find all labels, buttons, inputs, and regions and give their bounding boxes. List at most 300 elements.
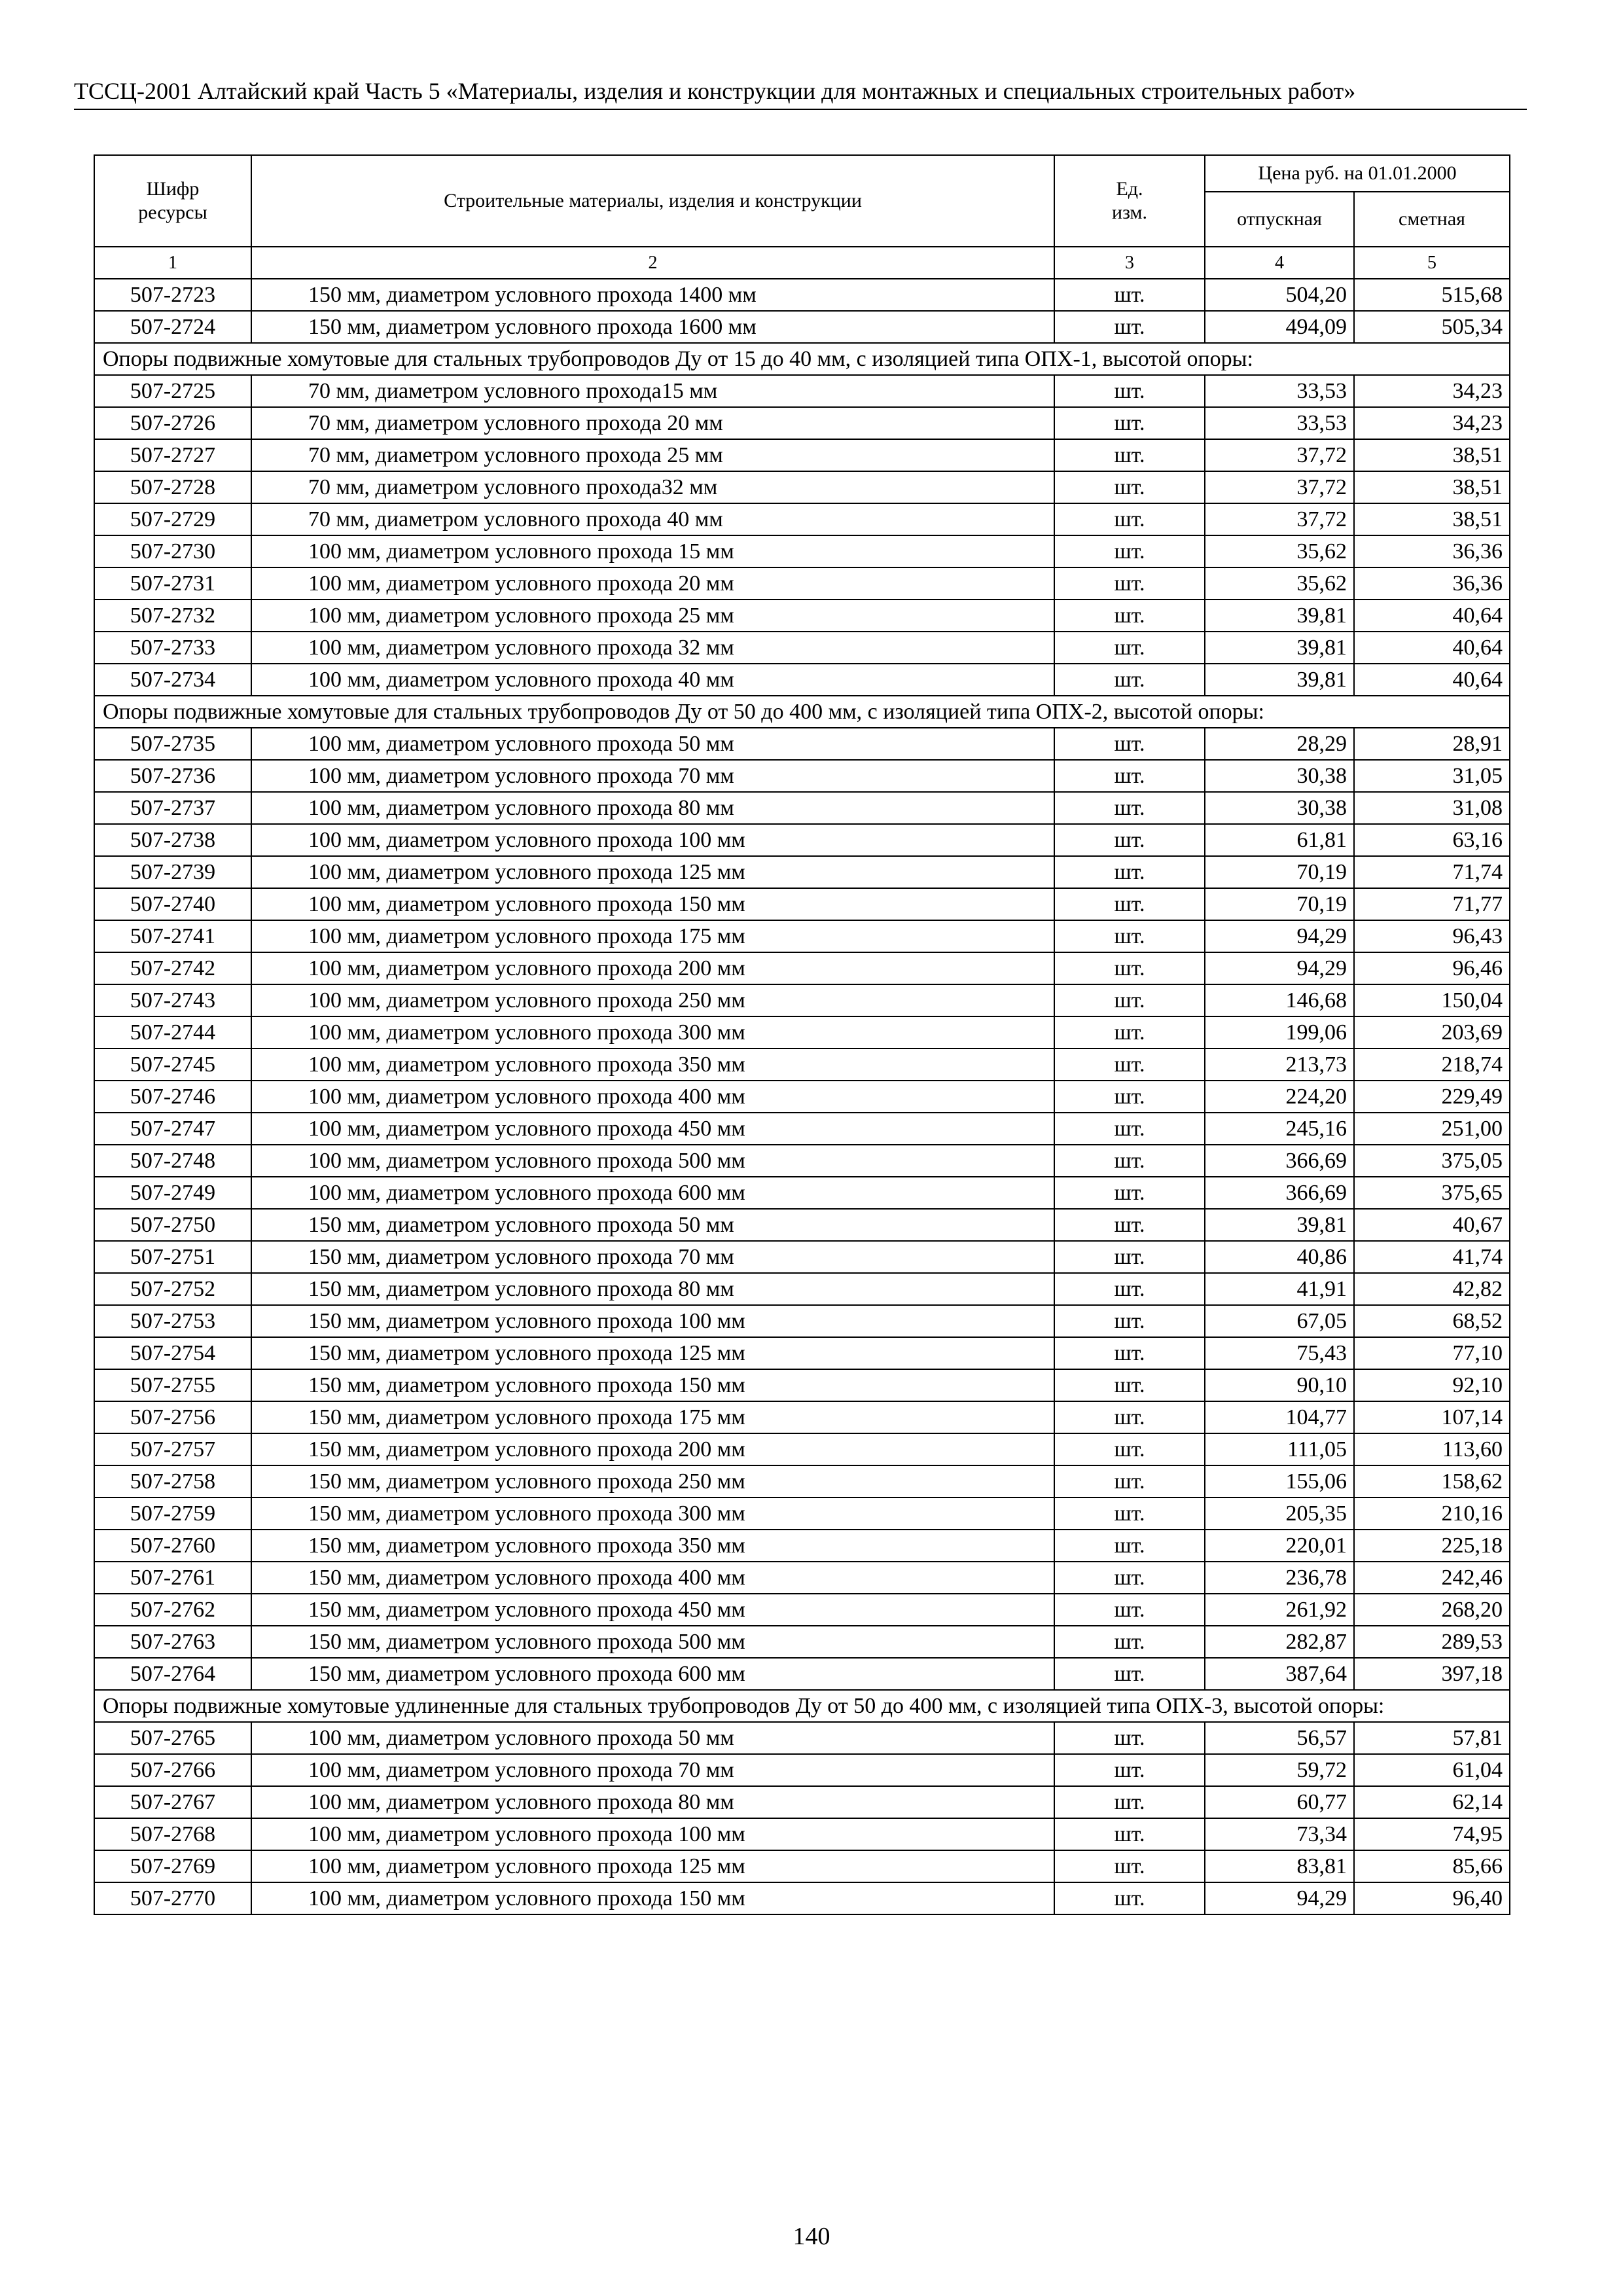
resource-code-cell: 507-2731 (94, 567, 251, 600)
column-number: 5 (1354, 247, 1510, 279)
estimate-price-cell: 34,23 (1354, 407, 1510, 439)
release-price-cell: 494,09 (1205, 311, 1354, 343)
material-name-cell: 150 мм, диаметром условного прохода 1600 мм (251, 311, 1054, 343)
unit-cell: шт. (1054, 1433, 1205, 1465)
material-name-cell: 100 мм, диаметром условного прохода 25 мм (251, 600, 1054, 632)
table-row (94, 1113, 1510, 1145)
table-row (94, 1273, 1510, 1305)
unit-cell: шт. (1054, 664, 1205, 696)
release-price-cell: 35,62 (1205, 567, 1354, 600)
table-row (94, 1658, 1510, 1690)
material-name-cell: 100 мм, диаметром условного прохода 50 мм (251, 728, 1054, 760)
estimate-price-cell: 36,36 (1354, 567, 1510, 600)
estimate-price-cell: 34,23 (1354, 375, 1510, 407)
table-row (94, 1882, 1510, 1914)
material-name-cell: 100 мм, диаметром условного прохода 300 мм (251, 1016, 1054, 1049)
estimate-price-cell: 40,67 (1354, 1209, 1510, 1241)
unit-cell: шт. (1054, 1658, 1205, 1690)
release-price-cell: 366,69 (1205, 1145, 1354, 1177)
resource-code-cell: 507-2727 (94, 439, 251, 471)
estimate-price-cell: 31,08 (1354, 792, 1510, 824)
resource-code-cell: 507-2747 (94, 1113, 251, 1145)
unit-cell: шт. (1054, 984, 1205, 1016)
release-price-cell: 282,87 (1205, 1626, 1354, 1658)
release-price-cell: 39,81 (1205, 664, 1354, 696)
resource-code-cell: 507-2748 (94, 1145, 251, 1177)
estimate-price-cell: 68,52 (1354, 1305, 1510, 1337)
resource-code-cell: 507-2764 (94, 1658, 251, 1690)
resource-code-cell: 507-2736 (94, 760, 251, 792)
table-row (94, 1305, 1510, 1337)
resource-code-cell: 507-2723 (94, 279, 251, 311)
column-number: 1 (94, 247, 251, 279)
estimate-price-cell: 158,62 (1354, 1465, 1510, 1498)
material-name-cell: 100 мм, диаметром условного прохода 250 мм (251, 984, 1054, 1016)
release-price-cell: 94,29 (1205, 1882, 1354, 1914)
table-row (94, 535, 1510, 567)
unit-cell: шт. (1054, 1626, 1205, 1658)
table-row (94, 1049, 1510, 1081)
unit-cell: шт. (1054, 600, 1205, 632)
resource-code-cell: 507-2765 (94, 1722, 251, 1754)
unit-cell: шт. (1054, 920, 1205, 952)
unit-cell: шт. (1054, 1562, 1205, 1594)
material-name-cell: 100 мм, диаметром условного прохода 40 мм (251, 664, 1054, 696)
release-price-cell: 245,16 (1205, 1113, 1354, 1145)
table-row (94, 1754, 1510, 1786)
release-price-cell: 39,81 (1205, 632, 1354, 664)
resource-code-cell: 507-2726 (94, 407, 251, 439)
release-price-cell: 199,06 (1205, 1016, 1354, 1049)
release-price-cell: 155,06 (1205, 1465, 1354, 1498)
estimate-price-cell: 107,14 (1354, 1401, 1510, 1433)
material-name-cell: 150 мм, диаметром условного прохода 1400 мм (251, 279, 1054, 311)
material-name-cell: 150 мм, диаметром условного прохода 400 мм (251, 1562, 1054, 1594)
table-row (94, 888, 1510, 920)
unit-cell: шт. (1054, 1049, 1205, 1081)
release-price-cell: 61,81 (1205, 824, 1354, 856)
table-row (94, 824, 1510, 856)
resource-code-cell: 507-2739 (94, 856, 251, 888)
material-name-cell: 100 мм, диаметром условного прохода 20 мм (251, 567, 1054, 600)
release-price-cell: 56,57 (1205, 1722, 1354, 1754)
release-price-cell: 37,72 (1205, 471, 1354, 503)
unit-cell: шт. (1054, 471, 1205, 503)
unit-cell: шт. (1054, 856, 1205, 888)
table-row (94, 311, 1510, 343)
header-price-group: Цена руб. на 01.01.2000 (1205, 155, 1510, 192)
resource-code-cell: 507-2734 (94, 664, 251, 696)
material-name-cell: 100 мм, диаметром условного прохода 450 мм (251, 1113, 1054, 1145)
release-price-cell: 83,81 (1205, 1850, 1354, 1882)
page-header: ТССЦ-2001 Алтайский край Часть 5 «Материалы, изделия и конструкции для монтажных и специальных строительных работ» (74, 77, 1527, 110)
release-price-cell: 75,43 (1205, 1337, 1354, 1369)
estimate-price-cell: 62,14 (1354, 1786, 1510, 1818)
column-number: 3 (1054, 247, 1205, 279)
release-price-cell: 39,81 (1205, 600, 1354, 632)
estimate-price-cell: 96,46 (1354, 952, 1510, 984)
unit-cell: шт. (1054, 632, 1205, 664)
resource-code-cell: 507-2725 (94, 375, 251, 407)
unit-cell: шт. (1054, 1818, 1205, 1850)
resource-code-cell: 507-2767 (94, 1786, 251, 1818)
material-name-cell: 70 мм, диаметром условного прохода 20 мм (251, 407, 1054, 439)
material-name-cell: 150 мм, диаметром условного прохода 175 мм (251, 1401, 1054, 1433)
material-name-cell: 70 мм, диаметром условного прохода 25 мм (251, 439, 1054, 471)
table-row (94, 1209, 1510, 1241)
resource-code-cell: 507-2755 (94, 1369, 251, 1401)
release-price-cell: 70,19 (1205, 856, 1354, 888)
estimate-price-cell: 242,46 (1354, 1562, 1510, 1594)
resource-code-cell: 507-2746 (94, 1081, 251, 1113)
table-row (94, 1433, 1510, 1465)
unit-cell: шт. (1054, 792, 1205, 824)
table-row (94, 1818, 1510, 1850)
resource-code-cell: 507-2732 (94, 600, 251, 632)
estimate-price-cell: 505,34 (1354, 311, 1510, 343)
unit-cell: шт. (1054, 952, 1205, 984)
header-code: Шифр ресурсы (94, 155, 251, 247)
unit-cell: шт. (1054, 1498, 1205, 1530)
estimate-price-cell: 40,64 (1354, 632, 1510, 664)
material-name-cell: 100 мм, диаметром условного прохода 200 мм (251, 952, 1054, 984)
material-name-cell: 150 мм, диаметром условного прохода 450 мм (251, 1594, 1054, 1626)
resource-code-cell: 507-2728 (94, 471, 251, 503)
unit-cell: шт. (1054, 728, 1205, 760)
unit-cell: шт. (1054, 439, 1205, 471)
table-row (94, 1369, 1510, 1401)
estimate-price-cell: 150,04 (1354, 984, 1510, 1016)
material-name-cell: 100 мм, диаметром условного прохода 600 мм (251, 1177, 1054, 1209)
resource-code-cell: 507-2768 (94, 1818, 251, 1850)
estimate-price-cell: 71,77 (1354, 888, 1510, 920)
material-name-cell: 100 мм, диаметром условного прохода 100 мм (251, 1818, 1054, 1850)
estimate-price-cell: 61,04 (1354, 1754, 1510, 1786)
material-name-cell: 150 мм, диаметром условного прохода 500 мм (251, 1626, 1054, 1658)
estimate-price-cell: 40,64 (1354, 600, 1510, 632)
unit-cell: шт. (1054, 1530, 1205, 1562)
table-row (94, 1786, 1510, 1818)
unit-cell: шт. (1054, 888, 1205, 920)
release-price-cell: 504,20 (1205, 279, 1354, 311)
resource-code-cell: 507-2758 (94, 1465, 251, 1498)
material-name-cell: 100 мм, диаметром условного прохода 70 мм (251, 1754, 1054, 1786)
table-row (94, 1465, 1510, 1498)
material-name-cell: 100 мм, диаметром условного прохода 125 мм (251, 856, 1054, 888)
resource-code-cell: 507-2738 (94, 824, 251, 856)
table-row (94, 503, 1510, 535)
resource-code-cell: 507-2761 (94, 1562, 251, 1594)
estimate-price-cell: 96,43 (1354, 920, 1510, 952)
resource-code-cell: 507-2724 (94, 311, 251, 343)
release-price-cell: 60,77 (1205, 1786, 1354, 1818)
table-row (94, 792, 1510, 824)
estimate-price-cell: 42,82 (1354, 1273, 1510, 1305)
table-row (94, 760, 1510, 792)
table-row (94, 1016, 1510, 1049)
release-price-cell: 94,29 (1205, 952, 1354, 984)
table-row (94, 1594, 1510, 1626)
unit-cell: шт. (1054, 1305, 1205, 1337)
estimate-price-cell: 63,16 (1354, 824, 1510, 856)
table-row (94, 1722, 1510, 1754)
group-heading-row (94, 1690, 1510, 1722)
material-name-cell: 150 мм, диаметром условного прохода 350 мм (251, 1530, 1054, 1562)
resource-code-cell: 507-2766 (94, 1754, 251, 1786)
material-name-cell: 150 мм, диаметром условного прохода 600 мм (251, 1658, 1054, 1690)
material-name-cell: 150 мм, диаметром условного прохода 200 мм (251, 1433, 1054, 1465)
release-price-cell: 70,19 (1205, 888, 1354, 920)
resource-code-cell: 507-2743 (94, 984, 251, 1016)
resource-code-cell: 507-2741 (94, 920, 251, 952)
resource-code-cell: 507-2730 (94, 535, 251, 567)
column-number: 2 (251, 247, 1054, 279)
resource-code-cell: 507-2751 (94, 1241, 251, 1273)
material-name-cell: 150 мм, диаметром условного прохода 150 мм (251, 1369, 1054, 1401)
unit-cell: шт. (1054, 1241, 1205, 1273)
material-name-cell: 100 мм, диаметром условного прохода 150 мм (251, 1882, 1054, 1914)
estimate-price-cell: 77,10 (1354, 1337, 1510, 1369)
material-name-cell: 150 мм, диаметром условного прохода 250 мм (251, 1465, 1054, 1498)
unit-cell: шт. (1054, 1850, 1205, 1882)
resource-code-cell: 507-2729 (94, 503, 251, 535)
resource-code-cell: 507-2770 (94, 1882, 251, 1914)
unit-cell: шт. (1054, 279, 1205, 311)
resource-code-cell: 507-2737 (94, 792, 251, 824)
release-price-cell: 366,69 (1205, 1177, 1354, 1209)
material-name-cell: 70 мм, диаметром условного прохода 40 мм (251, 503, 1054, 535)
unit-cell: шт. (1054, 1016, 1205, 1049)
estimate-price-cell: 74,95 (1354, 1818, 1510, 1850)
table-row (94, 920, 1510, 952)
table-row (94, 567, 1510, 600)
table-row (94, 632, 1510, 664)
table-header (94, 155, 1510, 279)
estimate-price-cell: 289,53 (1354, 1626, 1510, 1658)
unit-cell: шт. (1054, 1209, 1205, 1241)
estimate-price-cell: 92,10 (1354, 1369, 1510, 1401)
estimate-price-cell: 71,74 (1354, 856, 1510, 888)
material-name-cell: 100 мм, диаметром условного прохода 500 мм (251, 1145, 1054, 1177)
resource-code-cell: 507-2750 (94, 1209, 251, 1241)
resource-code-cell: 507-2752 (94, 1273, 251, 1305)
unit-cell: шт. (1054, 1754, 1205, 1786)
release-price-cell: 30,38 (1205, 792, 1354, 824)
release-price-cell: 40,86 (1205, 1241, 1354, 1273)
header-release-price: отпускная (1205, 192, 1354, 247)
table-row (94, 1337, 1510, 1369)
release-price-cell: 205,35 (1205, 1498, 1354, 1530)
estimate-price-cell: 38,51 (1354, 439, 1510, 471)
unit-cell: шт. (1054, 1722, 1205, 1754)
unit-cell: шт. (1054, 1786, 1205, 1818)
estimate-price-cell: 113,60 (1354, 1433, 1510, 1465)
unit-cell: шт. (1054, 1145, 1205, 1177)
resource-code-cell: 507-2756 (94, 1401, 251, 1433)
release-price-cell: 146,68 (1205, 984, 1354, 1016)
resource-code-cell: 507-2733 (94, 632, 251, 664)
material-name-cell: 100 мм, диаметром условного прохода 350 мм (251, 1049, 1054, 1081)
unit-cell: шт. (1054, 375, 1205, 407)
release-price-cell: 220,01 (1205, 1530, 1354, 1562)
unit-cell: шт. (1054, 1337, 1205, 1369)
estimate-price-cell: 210,16 (1354, 1498, 1510, 1530)
resource-code-cell: 507-2769 (94, 1850, 251, 1882)
release-price-cell: 387,64 (1205, 1658, 1354, 1690)
group-heading-row (94, 696, 1510, 728)
estimate-price-cell: 375,05 (1354, 1145, 1510, 1177)
release-price-cell: 90,10 (1205, 1369, 1354, 1401)
unit-cell: шт. (1054, 1273, 1205, 1305)
resource-code-cell: 507-2735 (94, 728, 251, 760)
material-name-cell: 150 мм, диаметром условного прохода 100 мм (251, 1305, 1054, 1337)
material-name-cell: 100 мм, диаметром условного прохода 70 мм (251, 760, 1054, 792)
release-price-cell: 213,73 (1205, 1049, 1354, 1081)
resource-code-cell: 507-2753 (94, 1305, 251, 1337)
unit-cell: шт. (1054, 1113, 1205, 1145)
estimate-price-cell: 375,65 (1354, 1177, 1510, 1209)
estimate-price-cell: 40,64 (1354, 664, 1510, 696)
table-body (94, 279, 1510, 1914)
table-row (94, 279, 1510, 311)
unit-cell: шт. (1054, 760, 1205, 792)
table-row (94, 375, 1510, 407)
table-row (94, 1081, 1510, 1113)
material-name-cell: 150 мм, диаметром условного прохода 125 мм (251, 1337, 1054, 1369)
material-name-cell: 100 мм, диаметром условного прохода 15 мм (251, 535, 1054, 567)
estimate-price-cell: 28,91 (1354, 728, 1510, 760)
unit-cell: шт. (1054, 311, 1205, 343)
release-price-cell: 104,77 (1205, 1401, 1354, 1433)
estimate-price-cell: 268,20 (1354, 1594, 1510, 1626)
release-price-cell: 111,05 (1205, 1433, 1354, 1465)
table-row (94, 1498, 1510, 1530)
estimate-price-cell: 515,68 (1354, 279, 1510, 311)
unit-cell: шт. (1054, 535, 1205, 567)
estimate-price-cell: 225,18 (1354, 1530, 1510, 1562)
material-name-cell: 100 мм, диаметром условного прохода 80 мм (251, 1786, 1054, 1818)
unit-cell: шт. (1054, 1081, 1205, 1113)
estimate-price-cell: 203,69 (1354, 1016, 1510, 1049)
release-price-cell: 30,38 (1205, 760, 1354, 792)
table-row (94, 856, 1510, 888)
estimate-price-cell: 96,40 (1354, 1882, 1510, 1914)
table-row (94, 952, 1510, 984)
release-price-cell: 28,29 (1205, 728, 1354, 760)
group-heading-row (94, 343, 1510, 375)
material-name-cell: 150 мм, диаметром условного прохода 80 мм (251, 1273, 1054, 1305)
resource-code-cell: 507-2744 (94, 1016, 251, 1049)
table-row (94, 407, 1510, 439)
estimate-price-cell: 38,51 (1354, 471, 1510, 503)
resource-code-cell: 507-2760 (94, 1530, 251, 1562)
group-heading: Опоры подвижные хомутовые удлиненные для стальных трубопроводов Ду от 50 до 400 мм, с изоляцией типа ОПХ-3, высотой опоры: (94, 1690, 1510, 1722)
column-number-row (94, 247, 1510, 279)
release-price-cell: 59,72 (1205, 1754, 1354, 1786)
table-row (94, 1145, 1510, 1177)
table-row (94, 664, 1510, 696)
resource-code-cell: 507-2759 (94, 1498, 251, 1530)
material-name-cell: 70 мм, диаметром условного прохода32 мм (251, 471, 1054, 503)
estimate-price-cell: 251,00 (1354, 1113, 1510, 1145)
material-name-cell: 100 мм, диаметром условного прохода 150 мм (251, 888, 1054, 920)
material-name-cell: 100 мм, диаметром условного прохода 175 мм (251, 920, 1054, 952)
release-price-cell: 261,92 (1205, 1594, 1354, 1626)
estimate-price-cell: 41,74 (1354, 1241, 1510, 1273)
resource-code-cell: 507-2754 (94, 1337, 251, 1369)
table-row (94, 1530, 1510, 1562)
estimate-price-cell: 31,05 (1354, 760, 1510, 792)
material-name-cell: 150 мм, диаметром условного прохода 50 мм (251, 1209, 1054, 1241)
resource-code-cell: 507-2742 (94, 952, 251, 984)
release-price-cell: 39,81 (1205, 1209, 1354, 1241)
material-name-cell: 70 мм, диаметром условного прохода15 мм (251, 375, 1054, 407)
unit-cell: шт. (1054, 1401, 1205, 1433)
material-name-cell: 100 мм, диаметром условного прохода 50 мм (251, 1722, 1054, 1754)
group-heading: Опоры подвижные хомутовые для стальных трубопроводов Ду от 15 до 40 мм, с изоляцией типа ОПХ-1, высотой опоры: (94, 343, 1510, 375)
unit-cell: шт. (1054, 1594, 1205, 1626)
material-name-cell: 100 мм, диаметром условного прохода 32 мм (251, 632, 1054, 664)
release-price-cell: 236,78 (1205, 1562, 1354, 1594)
resource-code-cell: 507-2757 (94, 1433, 251, 1465)
release-price-cell: 33,53 (1205, 407, 1354, 439)
group-heading: Опоры подвижные хомутовые для стальных трубопроводов Ду от 50 до 400 мм, с изоляцией типа ОПХ-2, высотой опоры: (94, 696, 1510, 728)
estimate-price-cell: 218,74 (1354, 1049, 1510, 1081)
unit-cell: шт. (1054, 1882, 1205, 1914)
resource-code-cell: 507-2749 (94, 1177, 251, 1209)
release-price-cell: 67,05 (1205, 1305, 1354, 1337)
material-name-cell: 100 мм, диаметром условного прохода 80 мм (251, 792, 1054, 824)
table-row (94, 1177, 1510, 1209)
column-number: 4 (1205, 247, 1354, 279)
table-row (94, 1626, 1510, 1658)
resource-code-cell: 507-2763 (94, 1626, 251, 1658)
header-name: Строительные материалы, изделия и конструкции (251, 155, 1054, 247)
table-row (94, 439, 1510, 471)
unit-cell: шт. (1054, 1177, 1205, 1209)
estimate-price-cell: 57,81 (1354, 1722, 1510, 1754)
release-price-cell: 33,53 (1205, 375, 1354, 407)
material-name-cell: 100 мм, диаметром условного прохода 100 мм (251, 824, 1054, 856)
table-row (94, 1850, 1510, 1882)
estimate-price-cell: 397,18 (1354, 1658, 1510, 1690)
release-price-cell: 41,91 (1205, 1273, 1354, 1305)
estimate-price-cell: 229,49 (1354, 1081, 1510, 1113)
resource-code-cell: 507-2740 (94, 888, 251, 920)
release-price-cell: 37,72 (1205, 439, 1354, 471)
material-name-cell: 150 мм, диаметром условного прохода 300 мм (251, 1498, 1054, 1530)
release-price-cell: 35,62 (1205, 535, 1354, 567)
resource-code-cell: 507-2745 (94, 1049, 251, 1081)
table-row (94, 600, 1510, 632)
release-price-cell: 37,72 (1205, 503, 1354, 535)
unit-cell: шт. (1054, 1465, 1205, 1498)
material-name-cell: 100 мм, диаметром условного прохода 400 мм (251, 1081, 1054, 1113)
material-name-cell: 150 мм, диаметром условного прохода 70 мм (251, 1241, 1054, 1273)
resource-code-cell: 507-2762 (94, 1594, 251, 1626)
table-row (94, 984, 1510, 1016)
unit-cell: шт. (1054, 407, 1205, 439)
table-row (94, 1401, 1510, 1433)
material-name-cell: 100 мм, диаметром условного прохода 125 мм (251, 1850, 1054, 1882)
unit-cell: шт. (1054, 824, 1205, 856)
release-price-cell: 224,20 (1205, 1081, 1354, 1113)
estimate-price-cell: 38,51 (1354, 503, 1510, 535)
header-unit: Ед. изм. (1054, 155, 1205, 247)
unit-cell: шт. (1054, 567, 1205, 600)
unit-cell: шт. (1054, 503, 1205, 535)
table-row (94, 1562, 1510, 1594)
